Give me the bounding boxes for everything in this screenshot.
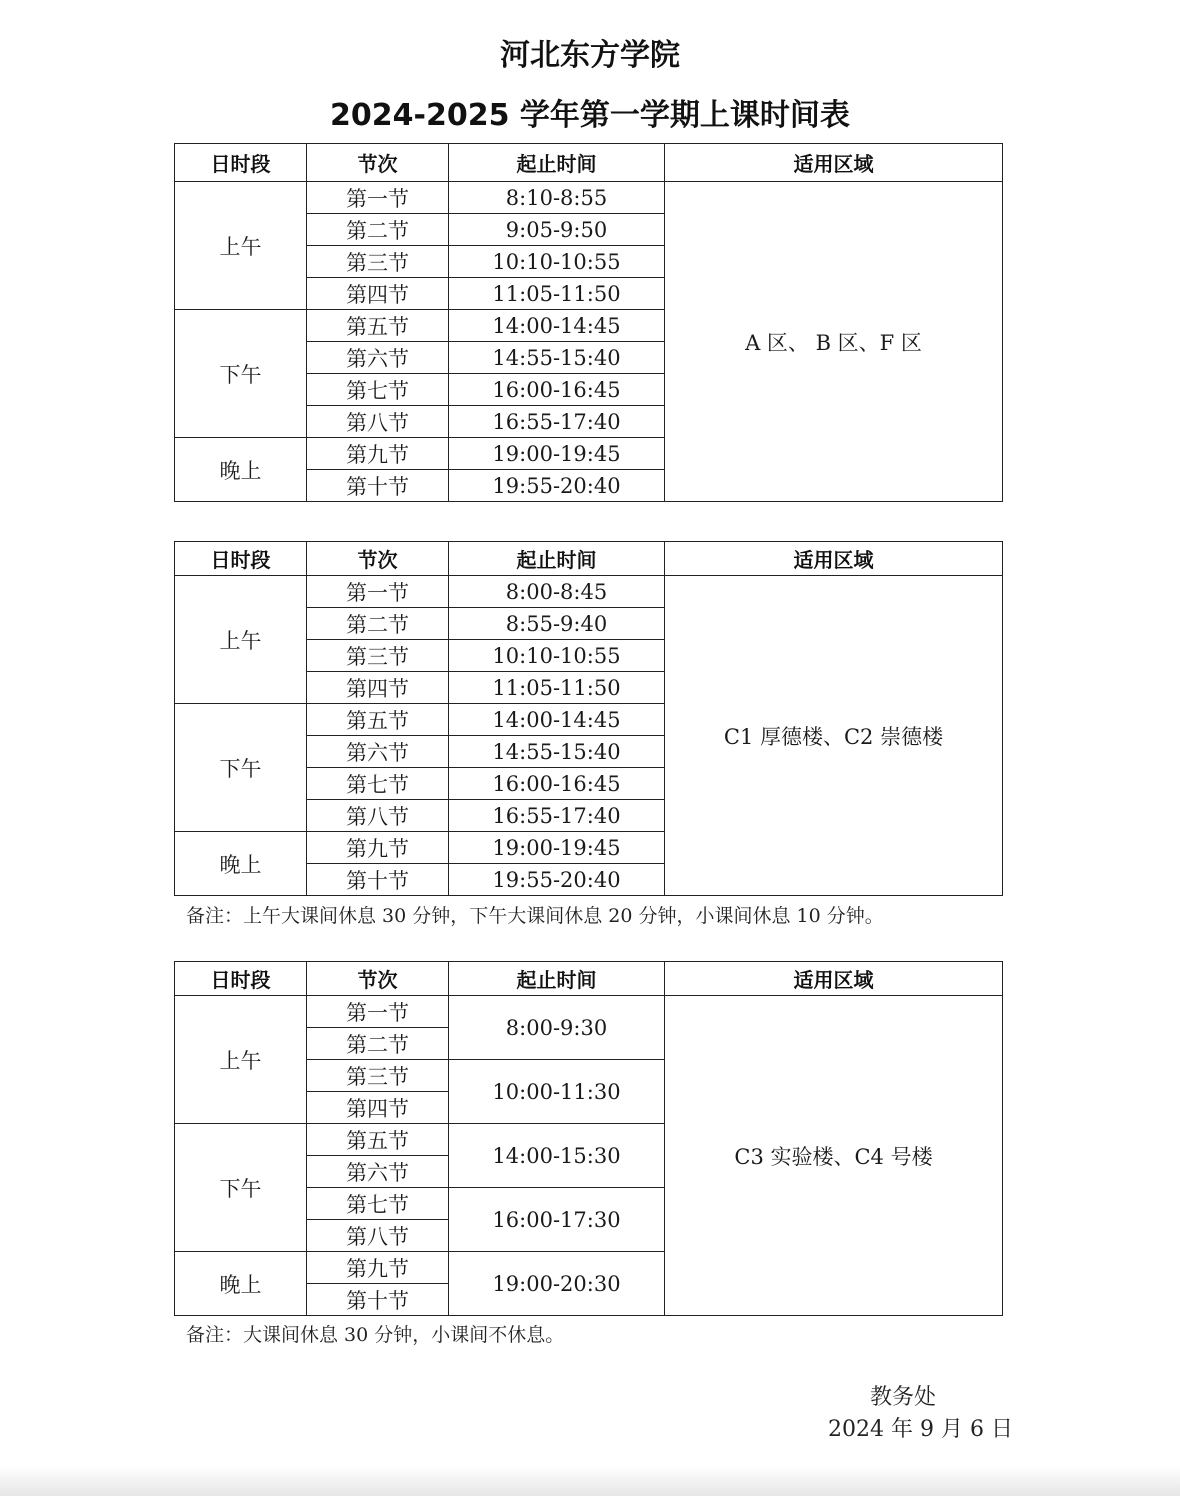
area-cell: C1 厚德楼、C2 崇德楼 <box>665 576 1003 896</box>
time-cell: 19:55-20:40 <box>449 864 665 896</box>
session-cell: 第六节 <box>307 1156 449 1188</box>
issue-date: 2024 年 9 月 6 日 <box>828 1417 1013 1442</box>
area-cell: A 区、 B 区、F 区 <box>665 182 1003 502</box>
schedule-title: 2024-2025 学年第一学期上课时间表 <box>330 98 850 133</box>
table-header-row <box>175 542 1003 576</box>
schedule-table-3 <box>174 961 1003 1316</box>
period-morning: 上午 <box>175 576 307 704</box>
time-cell: 19:00-20:30 <box>449 1252 665 1316</box>
period-evening: 晚上 <box>175 832 307 896</box>
session-cell: 第二节 <box>307 1028 449 1060</box>
time-cell: 8:55-9:40 <box>449 608 665 640</box>
period-morning: 上午 <box>175 996 307 1124</box>
session-cell: 第七节 <box>307 374 449 406</box>
note-table-2: 备注：上午大课间休息 30 分钟，下午大课间休息 20 分钟，小课间休息 10 分钟。 <box>186 905 884 927</box>
schedule-table-2 <box>174 541 1003 896</box>
session-cell: 第八节 <box>307 800 449 832</box>
header-period: 日时段 <box>175 542 307 576</box>
session-cell: 第一节 <box>307 182 449 214</box>
session-cell: 第八节 <box>307 406 449 438</box>
time-cell: 8:00-9:30 <box>449 996 665 1060</box>
time-cell: 9:05-9:50 <box>449 214 665 246</box>
session-cell: 第二节 <box>307 608 449 640</box>
time-cell: 11:05-11:50 <box>449 278 665 310</box>
school-name: 河北东方学院 <box>500 38 680 73</box>
session-cell: 第九节 <box>307 1252 449 1284</box>
table-row <box>175 182 1003 214</box>
table-header-row <box>175 962 1003 996</box>
session-cell: 第九节 <box>307 438 449 470</box>
period-evening: 晚上 <box>175 1252 307 1316</box>
session-cell: 第五节 <box>307 310 449 342</box>
header-area: 适用区域 <box>665 542 1003 576</box>
session-cell: 第四节 <box>307 278 449 310</box>
table-header-row <box>175 144 1003 182</box>
time-cell: 14:00-15:30 <box>449 1124 665 1188</box>
page-bottom-shadow <box>0 1466 1180 1496</box>
area-cell: C3 实验楼、C4 号楼 <box>665 996 1003 1316</box>
header-time: 起止时间 <box>449 542 665 576</box>
session-cell: 第三节 <box>307 640 449 672</box>
time-cell: 8:00-8:45 <box>449 576 665 608</box>
table-row <box>175 576 1003 608</box>
time-cell: 10:00-11:30 <box>449 1060 665 1124</box>
session-cell: 第六节 <box>307 736 449 768</box>
note-table-3: 备注：大课间休息 30 分钟，小课间不休息。 <box>186 1324 565 1346</box>
period-evening: 晚上 <box>175 438 307 502</box>
period-morning: 上午 <box>175 182 307 310</box>
period-afternoon: 下午 <box>175 704 307 832</box>
session-cell: 第八节 <box>307 1220 449 1252</box>
time-cell: 10:10-10:55 <box>449 640 665 672</box>
header-session: 节次 <box>307 962 449 996</box>
header-period: 日时段 <box>175 144 307 182</box>
period-afternoon: 下午 <box>175 1124 307 1252</box>
session-cell: 第七节 <box>307 768 449 800</box>
time-cell: 14:00-14:45 <box>449 310 665 342</box>
session-cell: 第十节 <box>307 1284 449 1316</box>
time-cell: 16:00-16:45 <box>449 768 665 800</box>
office-signature: 教务处 <box>870 1385 937 1410</box>
time-cell: 16:00-16:45 <box>449 374 665 406</box>
header-session: 节次 <box>307 542 449 576</box>
session-cell: 第十节 <box>307 864 449 896</box>
time-cell: 16:00-17:30 <box>449 1188 665 1252</box>
session-cell: 第三节 <box>307 246 449 278</box>
table-row <box>175 996 1003 1028</box>
header-area: 适用区域 <box>665 962 1003 996</box>
time-cell: 14:00-14:45 <box>449 704 665 736</box>
header-time: 起止时间 <box>449 962 665 996</box>
session-cell: 第七节 <box>307 1188 449 1220</box>
session-cell: 第二节 <box>307 214 449 246</box>
session-cell: 第三节 <box>307 1060 449 1092</box>
session-cell: 第六节 <box>307 342 449 374</box>
time-cell: 11:05-11:50 <box>449 672 665 704</box>
period-afternoon: 下午 <box>175 310 307 438</box>
header-time: 起止时间 <box>449 144 665 182</box>
time-cell: 14:55-15:40 <box>449 736 665 768</box>
schedule-table-1 <box>174 143 1003 502</box>
header-session: 节次 <box>307 144 449 182</box>
time-cell: 16:55-17:40 <box>449 406 665 438</box>
session-cell: 第四节 <box>307 1092 449 1124</box>
time-cell: 19:55-20:40 <box>449 470 665 502</box>
session-cell: 第九节 <box>307 832 449 864</box>
session-cell: 第五节 <box>307 704 449 736</box>
session-cell: 第十节 <box>307 470 449 502</box>
time-cell: 19:00-19:45 <box>449 438 665 470</box>
time-cell: 16:55-17:40 <box>449 800 665 832</box>
time-cell: 8:10-8:55 <box>449 182 665 214</box>
time-cell: 19:00-19:45 <box>449 832 665 864</box>
header-area: 适用区域 <box>665 144 1003 182</box>
session-cell: 第一节 <box>307 996 449 1028</box>
time-cell: 10:10-10:55 <box>449 246 665 278</box>
header-period: 日时段 <box>175 962 307 996</box>
session-cell: 第五节 <box>307 1124 449 1156</box>
session-cell: 第一节 <box>307 576 449 608</box>
session-cell: 第四节 <box>307 672 449 704</box>
time-cell: 14:55-15:40 <box>449 342 665 374</box>
